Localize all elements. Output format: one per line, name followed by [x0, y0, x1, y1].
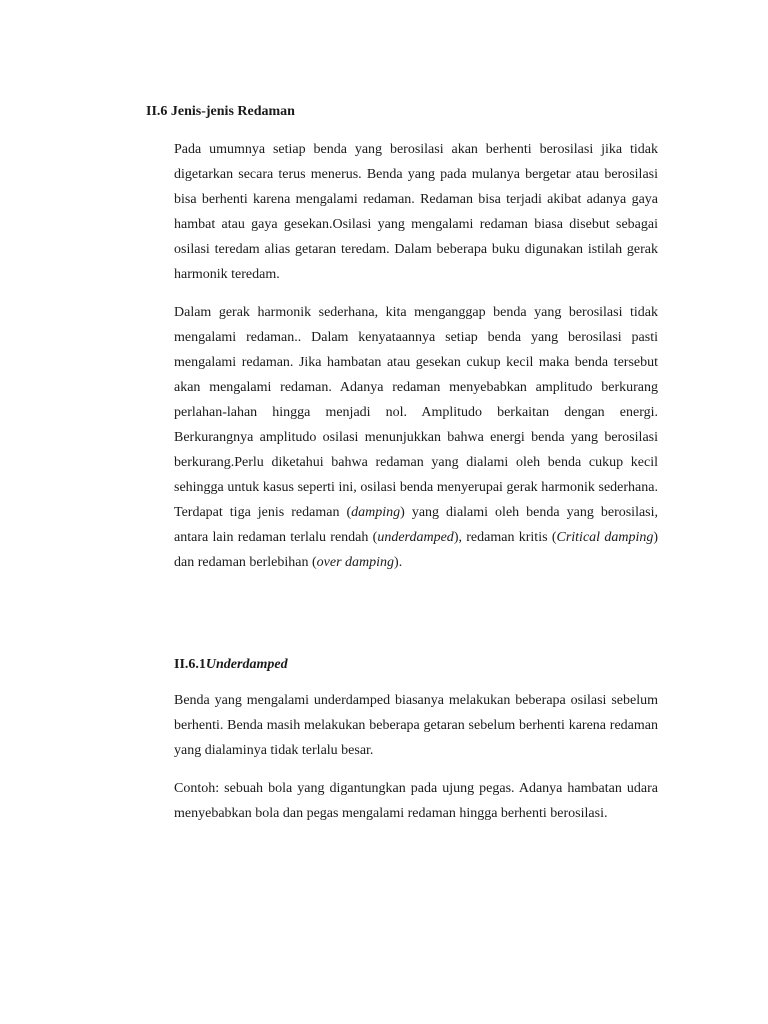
subsection-title: Underdamped: [205, 657, 288, 672]
term-critical-damping: Critical damping: [556, 530, 654, 545]
term-underdamped: underdamped: [377, 530, 454, 545]
section-paragraph-1: Pada umumnya setiap benda yang berosilasi akan berhenti berosilasi jika tidak digetarkan secara terus menerus. Benda yang pada mulanya bergetar atau berosilasi bisa berhenti karena mengalami redaman. Redaman bisa terjadi akibat adanya gaya hambat atau gaya gesekan.Osilasi yang mengalami redaman biasa disebut sebagai osilasi teredam alias getaran teredam. Dalam beberapa buku digunakan istilah gerak harmonik teredam.: [174, 142, 658, 282]
section-paragraph-2: [174, 300, 658, 575]
paragraph-text: ), redaman kritis (: [453, 530, 557, 545]
term-damping: damping: [351, 505, 401, 520]
paragraph-text: ).: [394, 555, 403, 570]
paragraph-text: Dalam gerak harmonik sederhana, kita menganggap benda yang berosilasi tidak mengalami redaman.. Dalam kenyataannya setiap benda yang berosilasi pasti mengalami redaman. Jika hambatan atau gesekan cukup kecil maka benda tersebut akan mengalami redaman. Adanya redaman menyebabkan amplitudo berkurang perlahan-lahan hingga menjadi nol. Amplitudo berkaitan dengan energi. Berkurangnya amplitudo osilasi menunjukkan bahwa energi benda yang berosilasi berkurang.Perlu diketahui bahwa redaman yang dialami oleh benda cukup kecil sehingga untuk kasus seperti ini, osilasi benda menyerupai gerak harmonik sederhana. Terdapat tiga jenis redaman (: [174, 305, 658, 520]
subsection-paragraph-2: Contoh: sebuah bola yang digantungkan pada ujung pegas. Adanya hambatan udara menyebabkan bola dan pegas mengalami redaman hingga berhenti berosilasi.: [174, 781, 658, 821]
paragraph-text: ) yang dialami oleh benda yang berosilasi, antara lain redaman terlalu rendah (: [174, 505, 659, 545]
subsection-paragraph-1: Benda yang mengalami underdamped biasanya melakukan beberapa osilasi sebelum berhenti. Benda masih melakukan beberapa getaran sebelum berhenti karena redaman yang dialaminya tidak terlalu besar.: [174, 693, 658, 758]
term-over-damping: over damping: [316, 555, 395, 570]
subsection-number: II.6.1: [174, 657, 206, 672]
paragraph-text: ) dan redaman berlebihan (: [174, 530, 659, 570]
section-heading: II.6 Jenis-jenis Redaman: [146, 104, 295, 119]
subsection-heading: [174, 655, 288, 675]
